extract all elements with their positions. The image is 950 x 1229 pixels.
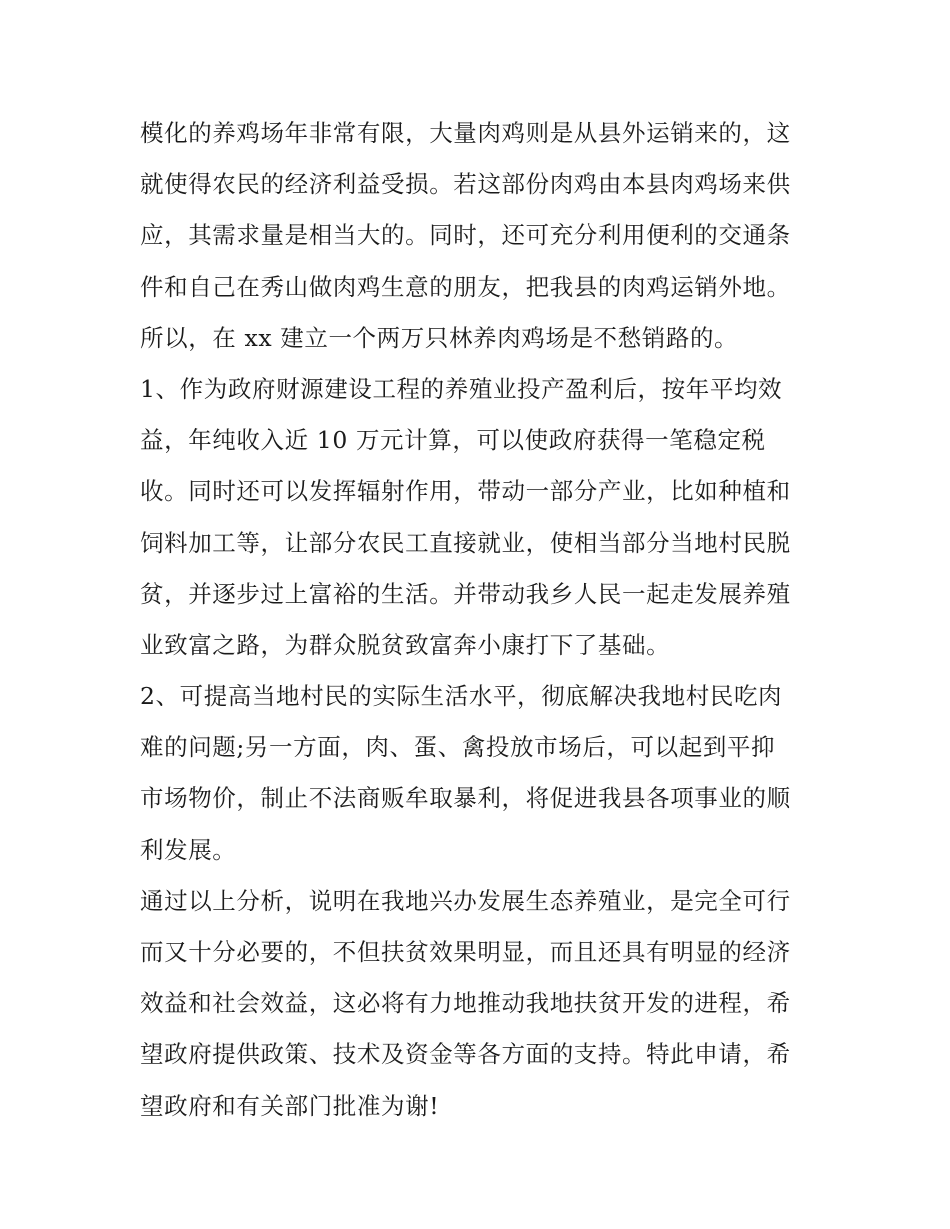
text-line: 而又十分必要的，不但扶贫效果明显，而且还具有明显的经济	[140, 938, 791, 966]
text-line: 所以，在 xx 建立一个两万只林养肉鸡场是不愁销路的。	[140, 323, 739, 352]
text-line: 2、可提高当地村民的实际生活水平，彻底解决我地村民吃肉	[140, 682, 783, 711]
text-line: 益，年纯收入近 10 万元计算，可以使政府获得一笔稳定税	[140, 426, 766, 455]
text-line: 利发展。	[140, 835, 237, 864]
text-line: 业致富之路，为群众脱贫致富奔小康打下了基础。	[140, 630, 671, 659]
text-line: 应，其需求量是相当大的。同时，还可充分利用便利的交通条	[140, 221, 791, 250]
text-line: 望政府和有关部门批准为谢!	[140, 1091, 440, 1120]
text-line: 难的问题;另一方面，肉、蛋、禽投放市场后，可以起到平抑	[140, 733, 776, 762]
text-line: 1、作为政府财源建设工程的养殖业投产盈利后，按年平均效	[140, 374, 783, 403]
text-line: 通过以上分析，说明在我地兴办发展生态养殖业，是完全可行	[140, 886, 791, 915]
text-line: 件和自己在秀山做肉鸡生意的朋友，把我县的肉鸡运销外地。	[140, 272, 791, 301]
text-line: 模化的养鸡场年非常有限，大量肉鸡则是从县外运销来的，这	[140, 119, 791, 147]
text-line: 收。同时还可以发挥辐射作用，带动一部分产业，比如种植和	[140, 477, 791, 506]
text-line: 市场物价，制止不法商贩牟取暴利，将促进我县各项事业的顺	[140, 784, 791, 813]
document-body	[140, 108, 830, 1132]
text-line: 就使得农民的经济利益受损。若这部份肉鸡由本县肉鸡场来供	[140, 170, 791, 199]
text-line: 望政府提供政策、技术及资金等各方面的支持。特此申请，希	[140, 1040, 791, 1069]
text-line: 贫，并逐步过上富裕的生活。并带动我乡人民一起走发展养殖	[140, 579, 791, 608]
text-line: 饲料加工等，让部分农民工直接就业，使相当部分当地村民脱	[140, 528, 791, 557]
text-line: 效益和社会效益，这必将有力地推动我地扶贫开发的进程，希	[140, 989, 791, 1018]
